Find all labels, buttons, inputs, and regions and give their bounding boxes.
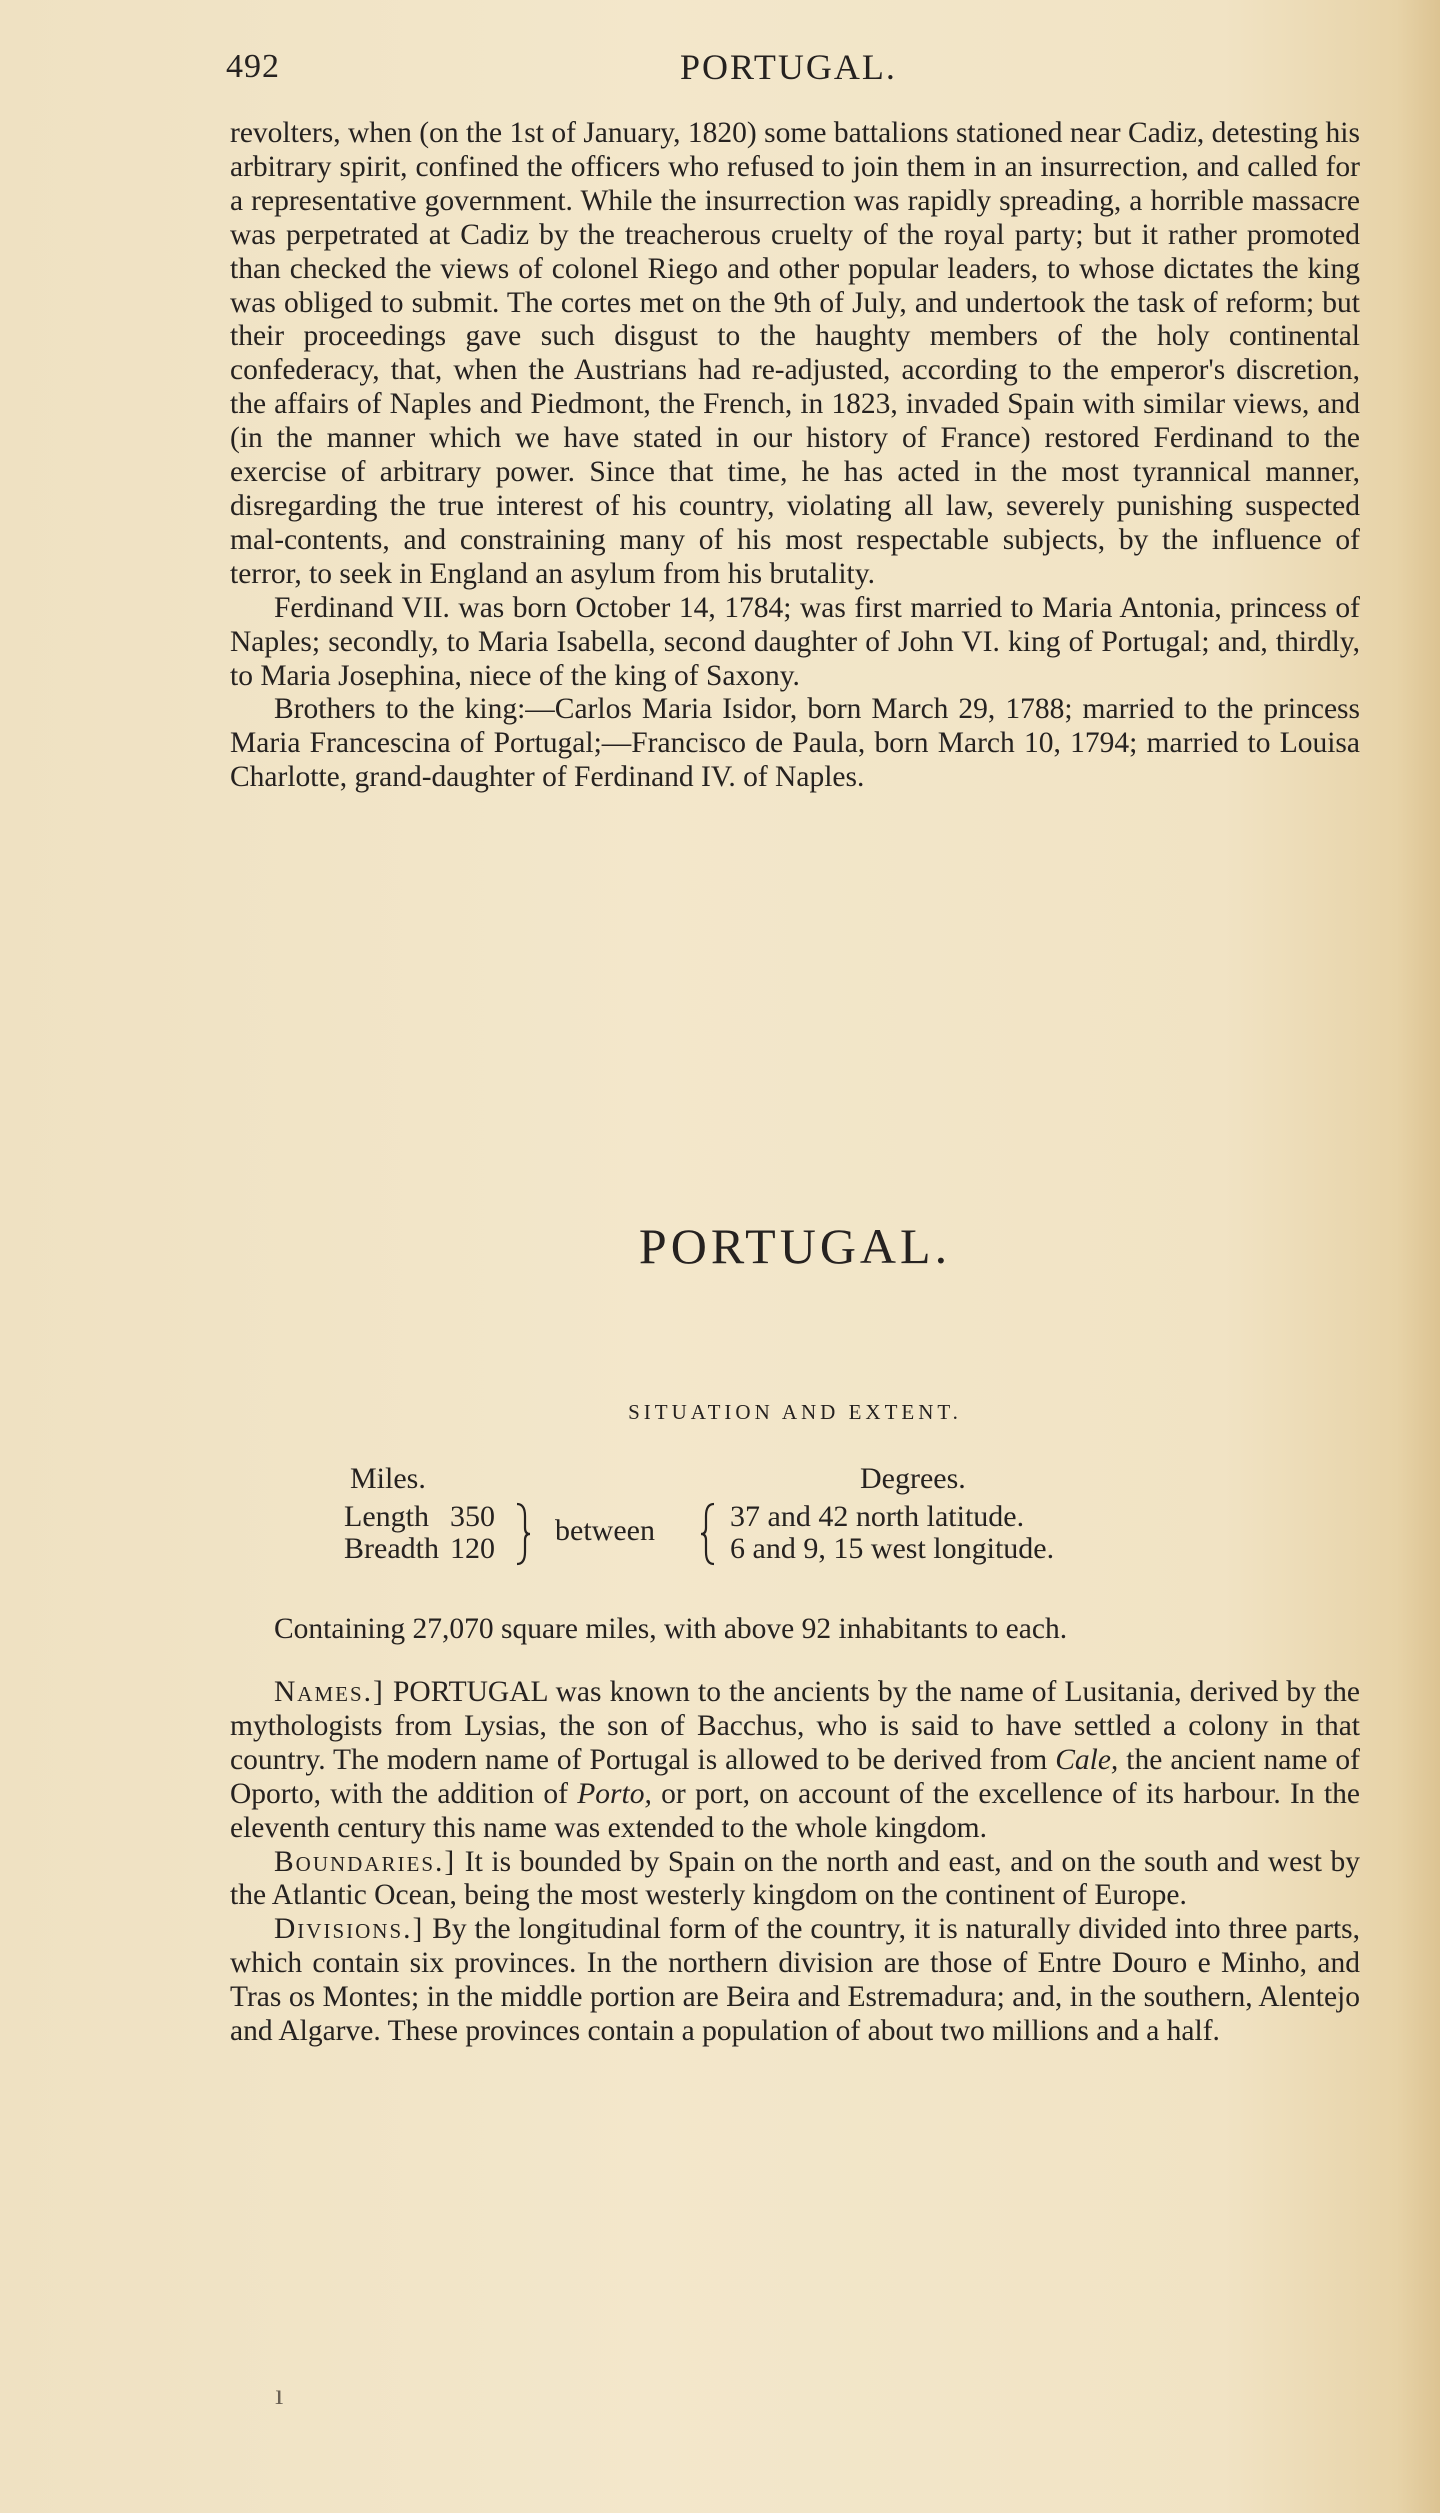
containing-line xyxy=(230,1613,1360,1647)
page-header xyxy=(0,40,1440,100)
upper-text-block xyxy=(230,117,1360,795)
extent-table xyxy=(230,1462,1360,1612)
section-title: PORTUGAL. xyxy=(638,1218,952,1274)
page-number: 492 xyxy=(226,48,280,85)
boundaries-lead: Boundaries.] xyxy=(274,1845,457,1878)
paragraph-brothers: Brothers to the king:—Carlos Maria Isidor, born March 29, 1788; married to the princess Maria Francescina of Portugal;—Francisco de Paula, born March 10, 1794; married to Louisa Charlotte, grand-daughter of Ferdinand IV. of Naples. xyxy=(230,693,1360,794)
length-label: Length xyxy=(344,1500,429,1533)
divisions-lead: Divisions.] xyxy=(274,1913,425,1946)
stray-ink-mark: ı xyxy=(275,2378,284,2411)
breadth-miles: 120 xyxy=(450,1532,495,1565)
between-label: between xyxy=(555,1514,655,1547)
breadth-label: Breadth xyxy=(344,1532,439,1565)
right-brace xyxy=(700,1502,718,1566)
miles-header: Miles. xyxy=(350,1462,426,1495)
left-brace xyxy=(513,1502,531,1566)
latitude-range: 37 and 42 north latitude. xyxy=(730,1500,1025,1533)
divisions-text: By the longitudinal form of the country, it is naturally divided into three parts, which contain six provinces. In the northern division are those of Entre Douro e Minho, and Tras os Montes; in the middle portion are Beira and Estremadura; and, in the southern, Alentejo and Algarve. These provinces contain a population of about two millions and a half. xyxy=(230,1913,1360,2048)
names-text-3: or port, on account of the excellence of its harbour. In the eleventh century this name was extended to the whole kingdom. xyxy=(230,1777,1360,1844)
names-cale: Cale, xyxy=(1055,1743,1119,1776)
names-porto: Porto, xyxy=(577,1777,652,1810)
longitude-range: 6 and 9, 15 west longitude. xyxy=(730,1532,1055,1565)
paragraph-divisions xyxy=(230,1913,1360,2049)
degrees-header: Degrees. xyxy=(860,1462,966,1495)
names-lead: Names.] xyxy=(274,1676,385,1708)
lower-text-block xyxy=(230,1676,1360,2049)
section-subtitle: SITUATION AND EXTENT. xyxy=(628,1400,962,1424)
running-head: PORTUGAL. xyxy=(680,47,897,87)
paragraph-revolters: revolters, when (on the 1st of January, 1820) some battalions stationed near Cadiz, detesting his arbitrary spirit, confined the officers who refused to join them in an insurrection, and called for a representative government. While the insurrection was rapidly spreading, a horrible massacre was perpetrated at Cadiz by the treacherous cruelty of the royal party; but it rather promoted than checked the views of colonel Riego and other popular leaders, to whose dictates the king was obliged to submit. The cortes met on the 9th of July, and undertook the task of reform; but their proceedings gave such disgust to the haughty members of the holy continental confederacy, that, when the Austrians had re-adjusted, according to the emperor's discretion, the affairs of Naples and Piedmont, the French, in 1823, invaded Spain with similar views, and (in the manner which we have stated in our history of France) restored Ferdinand to the exercise of arbitrary power. Since that time, he has acted in the most tyrannical manner, disregarding the true interest of his country, violating all law, severely punishing suspected mal-contents, and constraining many of his most respectable subjects, by the influence of terror, to seek in England an asylum from his brutality. xyxy=(230,117,1360,590)
containing-text: Containing 27,070 square miles, with above 92 inhabitants to each. xyxy=(274,1613,1068,1645)
names-text-1: PORTUGAL was known to the ancients by the name of Lusitania, derived by the mythologists from Lysias, the son of Bacchus, who is said to have settled a colony in that country. The modern name of Portugal is allowed to be derived from xyxy=(230,1676,1360,1776)
names-text-2: the ancient name of Oporto, with the addition of xyxy=(230,1743,1361,1810)
boundaries-text: It is bounded by Spain on the north and east, and on the south and west by the Atlantic Ocean, being the most westerly kingdom on the continent of Europe. xyxy=(230,1845,1360,1912)
paragraph-ferdinand-vii: Ferdinand VII. was born October 14, 1784; was first married to Maria Antonia, princess of Naples; secondly, to Maria Isabella, second daughter of John VI. king of Portugal; and, thirdly, to Maria Josephina, niece of the king of Saxony. xyxy=(230,591,1360,692)
paragraph-names xyxy=(230,1676,1360,1846)
length-miles: 350 xyxy=(450,1500,495,1533)
paragraph-boundaries xyxy=(230,1846,1360,1914)
